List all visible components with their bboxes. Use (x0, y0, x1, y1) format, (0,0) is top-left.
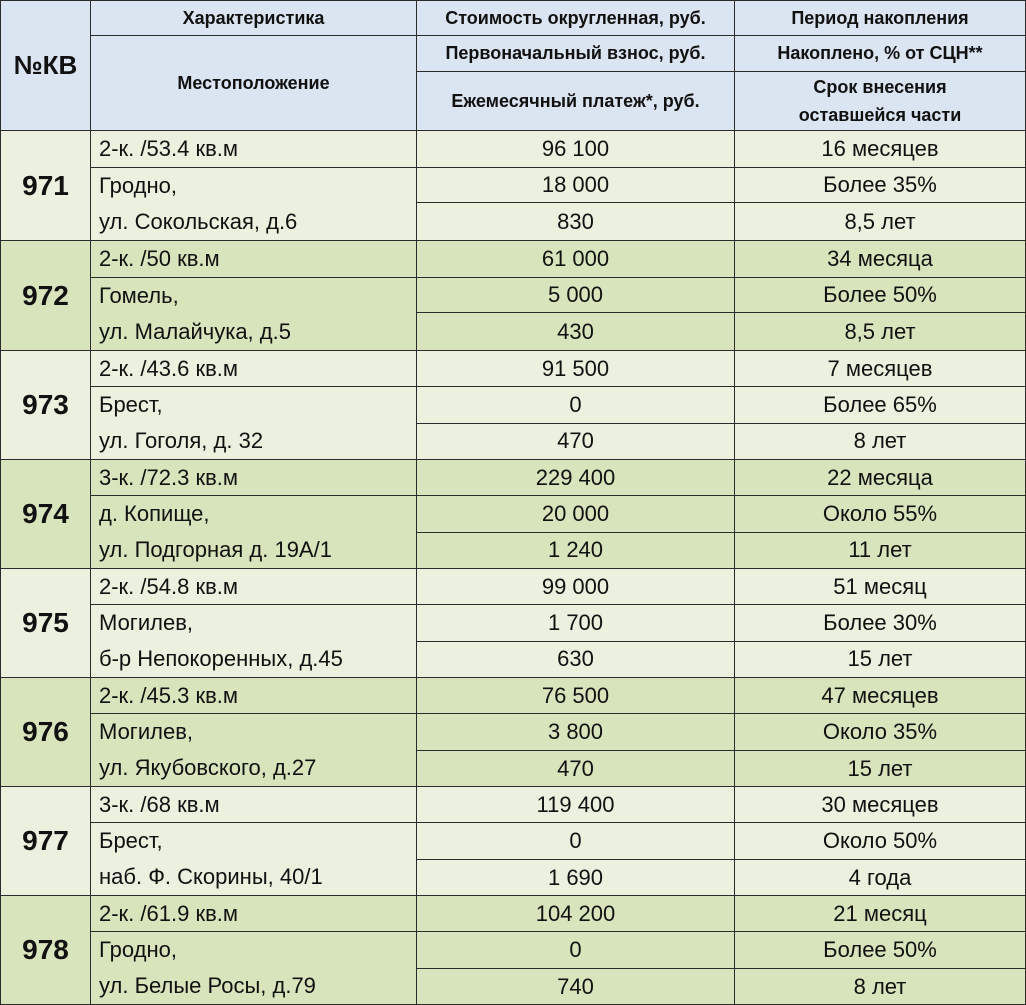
header-location: Местоположение (91, 36, 417, 131)
remaining-term: 4 года (735, 860, 1026, 896)
location-street: ул. Белые Росы, д.79 (99, 973, 316, 998)
apartment-number: 977 (1, 787, 91, 896)
accumulated-percent: Более 30% (735, 605, 1026, 642)
apartment-location (91, 605, 417, 678)
apartment-number: 976 (1, 678, 91, 787)
remaining-term: 8,5 лет (735, 203, 1026, 241)
apartment-number: 974 (1, 460, 91, 569)
apartment-cost: 104 200 (417, 896, 735, 932)
apartment-number: 975 (1, 569, 91, 678)
table-row (1, 387, 1026, 424)
monthly-payment: 630 (417, 641, 735, 678)
apartment-characteristic: 2-к. /54.8 кв.м (91, 569, 417, 605)
accumulation-period: 16 месяцев (735, 131, 1026, 168)
apartment-cost: 96 100 (417, 131, 735, 168)
location-city: Могилев, (99, 610, 193, 635)
initial-payment: 0 (417, 932, 735, 969)
location-city: Гродно, (99, 937, 177, 962)
header-initial-payment: Первоначальный взнос, руб. (417, 36, 735, 72)
location-street: ул. Якубовского, д.27 (99, 755, 317, 780)
initial-payment: 1 700 (417, 605, 735, 642)
initial-payment: 0 (417, 823, 735, 860)
remaining-term: 8 лет (735, 969, 1026, 1005)
header-term-line2: оставшейся части (798, 105, 962, 125)
table-row (1, 351, 1026, 387)
apartment-number: 978 (1, 896, 91, 1005)
apartment-location (91, 168, 417, 241)
location-city: Гомель, (99, 283, 179, 308)
initial-payment: 18 000 (417, 168, 735, 203)
table-row (1, 168, 1026, 203)
accumulated-percent: Около 35% (735, 714, 1026, 751)
accumulated-percent: Более 50% (735, 278, 1026, 313)
apartment-number: 971 (1, 131, 91, 241)
accumulation-period: 7 месяцев (735, 351, 1026, 387)
apartment-location (91, 932, 417, 1005)
apartment-cost: 229 400 (417, 460, 735, 496)
accumulated-percent: Около 50% (735, 823, 1026, 860)
apartment-characteristic: 2-к. /43.6 кв.м (91, 351, 417, 387)
monthly-payment: 470 (417, 751, 735, 787)
table-row (1, 787, 1026, 823)
apartment-location (91, 714, 417, 787)
remaining-term: 8 лет (735, 423, 1026, 460)
location-city: Могилев, (99, 719, 193, 744)
accumulation-period: 21 месяц (735, 896, 1026, 932)
header-kv: №КВ (1, 1, 91, 131)
monthly-payment: 430 (417, 313, 735, 351)
remaining-term: 8,5 лет (735, 313, 1026, 351)
location-street: б-р Непокоренных, д.45 (99, 646, 343, 671)
apartment-cost: 119 400 (417, 787, 735, 823)
header-monthly-payment: Ежемесячный платеж*, руб. (417, 72, 735, 131)
apartment-cost: 99 000 (417, 569, 735, 605)
header-period: Период накопления (735, 1, 1026, 36)
apartment-location (91, 387, 417, 460)
remaining-term: 15 лет (735, 641, 1026, 678)
header-term-line1: Срок внесения (813, 77, 947, 97)
table-row (1, 131, 1026, 168)
apartment-cost: 76 500 (417, 678, 735, 714)
apartment-cost: 91 500 (417, 351, 735, 387)
table-row (1, 678, 1026, 714)
accumulated-percent: Более 35% (735, 168, 1026, 203)
apartment-location (91, 278, 417, 351)
table-row (1, 896, 1026, 932)
table-row (1, 932, 1026, 969)
accumulated-percent: Более 50% (735, 932, 1026, 969)
remaining-term: 11 лет (735, 532, 1026, 569)
accumulation-period: 51 месяц (735, 569, 1026, 605)
apartment-characteristic: 3-к. /72.3 кв.м (91, 460, 417, 496)
apartment-characteristic: 3-к. /68 кв.м (91, 787, 417, 823)
location-city: Брест, (99, 828, 163, 853)
table-row (1, 278, 1026, 313)
accumulation-period: 47 месяцев (735, 678, 1026, 714)
header-accumulated: Накоплено, % от СЦН** (735, 36, 1026, 72)
table-row (1, 460, 1026, 496)
accumulation-period: 22 месяца (735, 460, 1026, 496)
location-city: Брест, (99, 392, 163, 417)
location-street: наб. Ф. Скорины, 40/1 (99, 864, 323, 889)
accumulated-percent: Около 55% (735, 496, 1026, 533)
monthly-payment: 740 (417, 969, 735, 1005)
initial-payment: 5 000 (417, 278, 735, 313)
apartment-cost: 61 000 (417, 241, 735, 278)
location-street: ул. Подгорная д. 19А/1 (99, 537, 332, 562)
apartment-characteristic: 2-к. /53.4 кв.м (91, 131, 417, 168)
apartment-location (91, 496, 417, 569)
initial-payment: 20 000 (417, 496, 735, 533)
remaining-term: 15 лет (735, 751, 1026, 787)
accumulated-percent: Более 65% (735, 387, 1026, 424)
monthly-payment: 1 690 (417, 860, 735, 896)
accumulation-period: 34 месяца (735, 241, 1026, 278)
header-row-2 (1, 36, 1026, 72)
apartment-characteristic: 2-к. /50 кв.м (91, 241, 417, 278)
apartment-location (91, 823, 417, 896)
table-row (1, 569, 1026, 605)
apartment-number: 973 (1, 351, 91, 460)
initial-payment: 3 800 (417, 714, 735, 751)
monthly-payment: 1 240 (417, 532, 735, 569)
header-row-1 (1, 1, 1026, 36)
apartment-characteristic: 2-к. /61.9 кв.м (91, 896, 417, 932)
location-street: ул. Сокольская, д.6 (99, 209, 298, 234)
header-characteristic: Характеристика (91, 1, 417, 36)
table-row (1, 241, 1026, 278)
apartment-number: 972 (1, 241, 91, 351)
location-city: д. Копище, (99, 501, 210, 526)
table-row (1, 496, 1026, 533)
location-city: Гродно, (99, 173, 177, 198)
header-term (735, 72, 1026, 131)
table-row (1, 823, 1026, 860)
location-street: ул. Гоголя, д. 32 (99, 428, 264, 453)
header-cost: Стоимость округленная, руб. (417, 1, 735, 36)
monthly-payment: 470 (417, 423, 735, 460)
accumulation-period: 30 месяцев (735, 787, 1026, 823)
monthly-payment: 830 (417, 203, 735, 241)
location-street: ул. Малайчука, д.5 (99, 319, 291, 344)
apartment-characteristic: 2-к. /45.3 кв.м (91, 678, 417, 714)
initial-payment: 0 (417, 387, 735, 424)
table-row (1, 714, 1026, 751)
table-row (1, 605, 1026, 642)
